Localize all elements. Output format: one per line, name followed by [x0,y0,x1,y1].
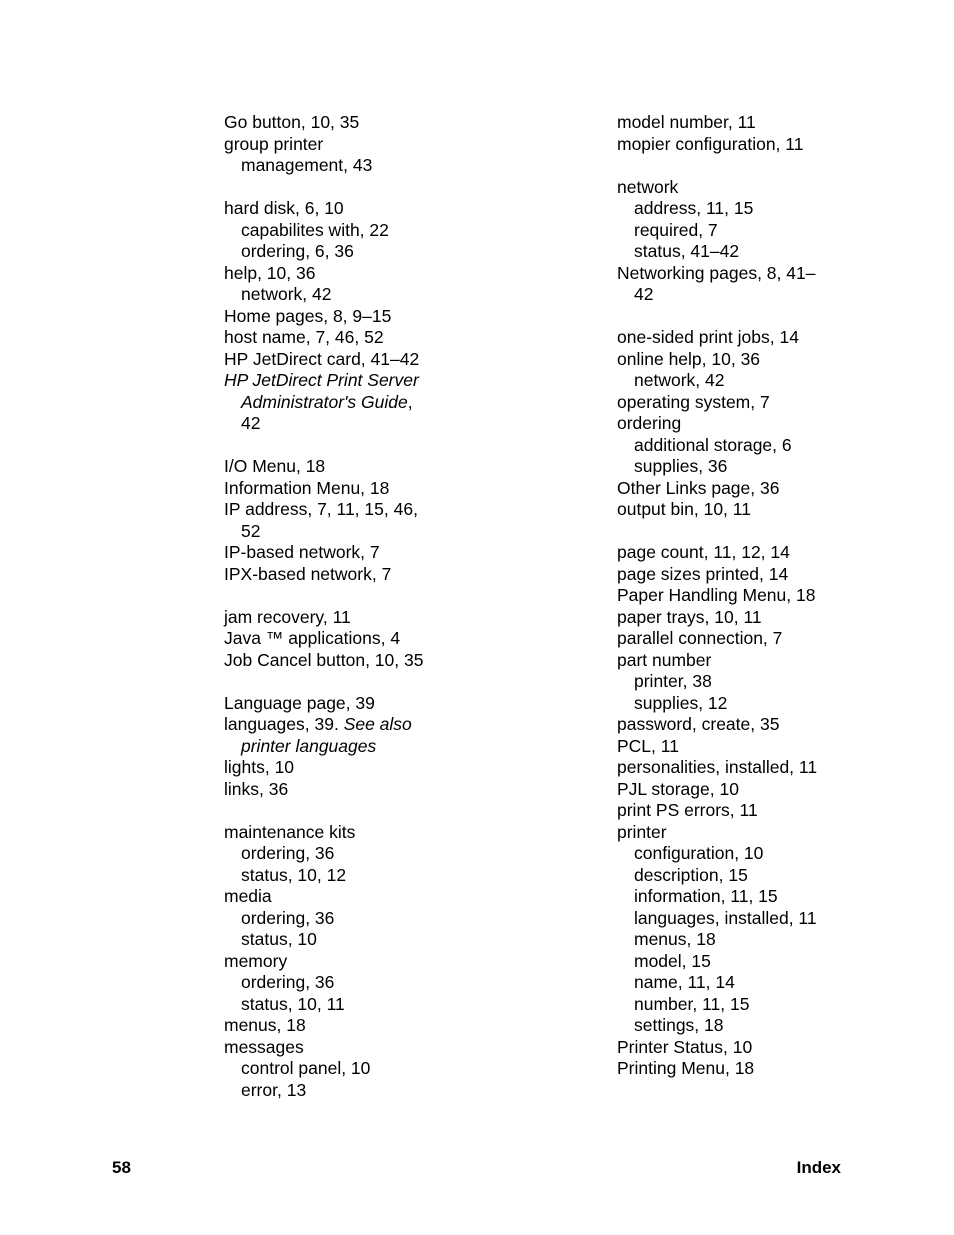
index-entry-text: Administrator's Guide [241,391,408,412]
index-entry-text: settings, 18 [634,1015,724,1035]
index-subentry [224,1080,554,1102]
index-spacer [224,800,554,822]
index-entry-text: 42 [241,413,261,433]
index-entry-text: status, 10 [241,929,317,949]
index-entry-text: print PS errors, 11 [617,800,758,820]
index-entry [224,1015,554,1037]
index-entry [224,198,554,220]
index-subentry [617,435,917,457]
index-subentry [224,413,554,435]
index-entry-text: HP JetDirect card, 41–42 [224,348,420,369]
index-entry [617,499,917,521]
index-entry-text: paper trays, 10, 11 [617,606,762,627]
index-cross-reference: See also [343,714,412,734]
index-subentry [617,220,917,242]
index-entry [617,112,917,134]
index-entry [617,607,917,629]
index-entry [224,456,554,478]
index-entry-text: supplies, 36 [634,456,728,476]
index-entry-text: media [224,886,272,906]
index-subentry [224,865,554,887]
index-entry-text: Other Links page, 36 [617,477,780,498]
index-subentry [224,155,554,177]
index-entry-text: host name, 7, 46, 52 [224,327,384,347]
index-entry-text: ordering, 36 [241,972,335,992]
index-entry-text: PCL, 11 [617,735,679,756]
index-entry-text: online help, 10, 36 [617,348,761,369]
index-entry [617,822,917,844]
index-entry-text: Networking pages, 8, 41– [617,262,816,283]
index-entry [617,757,917,779]
index-entry [617,177,917,199]
index-subentry [617,908,917,930]
index-entry-text: configuration, 10 [634,843,764,863]
index-entry [617,650,917,672]
index-subentry [224,972,554,994]
index-entry [224,349,554,371]
index-entry-text: number, 11, 15 [634,993,750,1014]
index-spacer [617,306,917,328]
index-entry [224,951,554,973]
index-entry [617,1058,917,1080]
index-entry-text: supplies, 12 [634,692,728,713]
index-subentry [617,886,917,908]
index-subentry [617,929,917,951]
section-title: Index [796,1158,841,1177]
index-entry-text: capabilites with, 22 [241,219,389,240]
index-entry [224,134,554,156]
index-entry-text: ordering, 36 [241,907,335,928]
index-subentry [617,951,917,973]
index-entry [617,542,917,564]
index-entry-text: messages [224,1036,304,1057]
index-spacer [224,435,554,457]
index-entry [617,413,917,435]
index-subentry [224,736,554,758]
index-entry [224,478,554,500]
index-entry-text: hard disk, 6, 10 [224,198,344,218]
index-subentry [224,994,554,1016]
index-entry-text: page count, 11, 12, 14 [617,542,790,562]
index-spacer [617,155,917,177]
index-entry-text: address, 11, 15 [634,198,754,218]
index-subentry [617,241,917,263]
index-entry-text: 52 [241,520,261,541]
index-subentry [617,693,917,715]
index-entry [224,607,554,629]
index-entry-text: mopier configuration, 11 [617,133,804,154]
index-entry-text: one-sided print jobs, 14 [617,327,799,347]
index-entry-text: help, 10, 36 [224,262,316,283]
index-spacer [224,585,554,607]
index-entry [617,585,917,607]
index-entry-text: page sizes printed, 14 [617,563,789,584]
index-entry-text: IP address, 7, 11, 15, 46, [224,499,418,519]
index-entry-text: Language page, 39 [224,692,375,713]
index-entry-text: languages, installed, 11 [634,907,817,928]
index-entry [224,542,554,564]
index-entry [224,650,554,672]
index-entry-text: network, 42 [241,284,332,304]
index-entry-text: parallel connection, 7 [617,628,783,648]
index-entry-text: maintenance kits [224,821,356,842]
index-entry [224,628,554,650]
index-entry [617,263,917,285]
index-subentry [617,370,917,392]
index-column-right [617,112,917,1080]
index-entry [224,886,554,908]
index-entry-text: management, 43 [241,155,373,175]
index-subentry [617,843,917,865]
index-entry [617,478,917,500]
index-entry-text: model number, 11 [617,112,756,132]
index-subentry [224,392,554,414]
index-entry [617,1037,917,1059]
index-entry-text: status, 10, 11 [241,993,345,1014]
index-subentry [617,198,917,220]
index-subentry [617,994,917,1016]
index-entry [617,628,917,650]
index-entry [224,564,554,586]
index-entry-text: menus, 18 [634,929,716,949]
index-entry-text: operating system, 7 [617,391,770,412]
index-subentry [224,220,554,242]
index-entry-text: HP JetDirect Print Server [224,370,419,390]
index-entry-text: languages, 39. [224,714,344,734]
index-entry-text: status, 10, 12 [241,864,347,885]
index-entry [617,349,917,371]
index-entry-text: model, 15 [634,950,711,971]
index-entry-text: ordering, 6, 36 [241,241,354,261]
index-subentry [224,843,554,865]
index-subentry [224,1058,554,1080]
index-subentry [617,1015,917,1037]
index-entry-text: Job Cancel button, 10, 35 [224,649,424,670]
index-entry-text: network [617,176,679,197]
index-entry-text: 42 [634,284,654,304]
index-entry [224,306,554,328]
index-entry [224,327,554,349]
index-entry-text: PJL storage, 10 [617,778,739,799]
index-entry-text: I/O Menu, 18 [224,456,326,476]
index-entry-text: lights, 10 [224,757,295,777]
index-subentry [224,241,554,263]
index-entry-text: Printing Menu, 18 [617,1058,755,1078]
index-subentry [224,908,554,930]
index-entry [617,779,917,801]
index-entry-text: control panel, 10 [241,1058,371,1078]
index-entry-text: information, 11, 15 [634,886,778,906]
index-subentry [224,284,554,306]
index-entry-text: ordering, 36 [241,843,335,863]
index-entry-text: Information Menu, 18 [224,477,390,498]
index-entry-text: required, 7 [634,219,718,240]
index-subentry [224,521,554,543]
index-entry [224,370,554,392]
index-entry-text: name, 11, 14 [634,972,735,992]
index-entry-text: Printer Status, 10 [617,1036,753,1057]
index-entry-text: network, 42 [634,370,725,390]
index-entry-text: status, 41–42 [634,241,740,261]
index-entry [617,327,917,349]
index-entry-text: Paper Handling Menu, 18 [617,585,816,605]
index-subentry [617,284,917,306]
index-entry [224,757,554,779]
index-entry-text: group printer [224,133,324,154]
index-entry [617,392,917,414]
index-subentry [617,972,917,994]
index-entry-text: error, 13 [241,1079,307,1100]
index-entry [617,736,917,758]
index-spacer [224,671,554,693]
index-entry-text: printer languages [241,735,377,756]
index-entry [224,1037,554,1059]
index-entry-text: IPX-based network, 7 [224,563,392,584]
index-entry [224,822,554,844]
index-spacer [617,521,917,543]
index-entry [224,263,554,285]
index-subentry [617,671,917,693]
index-entry [617,134,917,156]
index-entry-text: printer, 38 [634,671,712,691]
index-entry-text: description, 15 [634,864,748,885]
index-entry-text: IP-based network, 7 [224,542,380,562]
index-entry-text: password, create, 35 [617,714,780,734]
index-entry-text: links, 36 [224,778,289,799]
index-entry [224,112,554,134]
page-number: 58 [112,1158,131,1177]
index-subentry [224,929,554,951]
index-entry-text: output bin, 10, 11 [617,499,751,519]
index-entry-text: additional storage, 6 [634,434,792,455]
index-column-left [224,112,554,1101]
index-entry-punctuation: , [407,391,413,412]
index-entry-text: menus, 18 [224,1015,306,1035]
index-entry [224,693,554,715]
index-subentry [617,865,917,887]
index-entry-text: Java ™ applications, 4 [224,628,401,648]
index-spacer [224,177,554,199]
index-entry [617,564,917,586]
index-entry [224,779,554,801]
index-entry [617,714,917,736]
index-entry-text: jam recovery, 11 [224,606,351,627]
index-entry-text: Go button, 10, 35 [224,112,360,132]
index-entry-text: memory [224,950,288,971]
index-entry [224,714,554,736]
index-entry [224,499,554,521]
index-entry-text: ordering [617,413,682,433]
index-entry-text: printer [617,821,667,842]
index-entry [617,800,917,822]
index-entry-text: part number [617,649,712,670]
index-entry-text: personalities, installed, 11 [617,757,818,777]
index-subentry [617,456,917,478]
index-entry-text: Home pages, 8, 9–15 [224,305,392,326]
